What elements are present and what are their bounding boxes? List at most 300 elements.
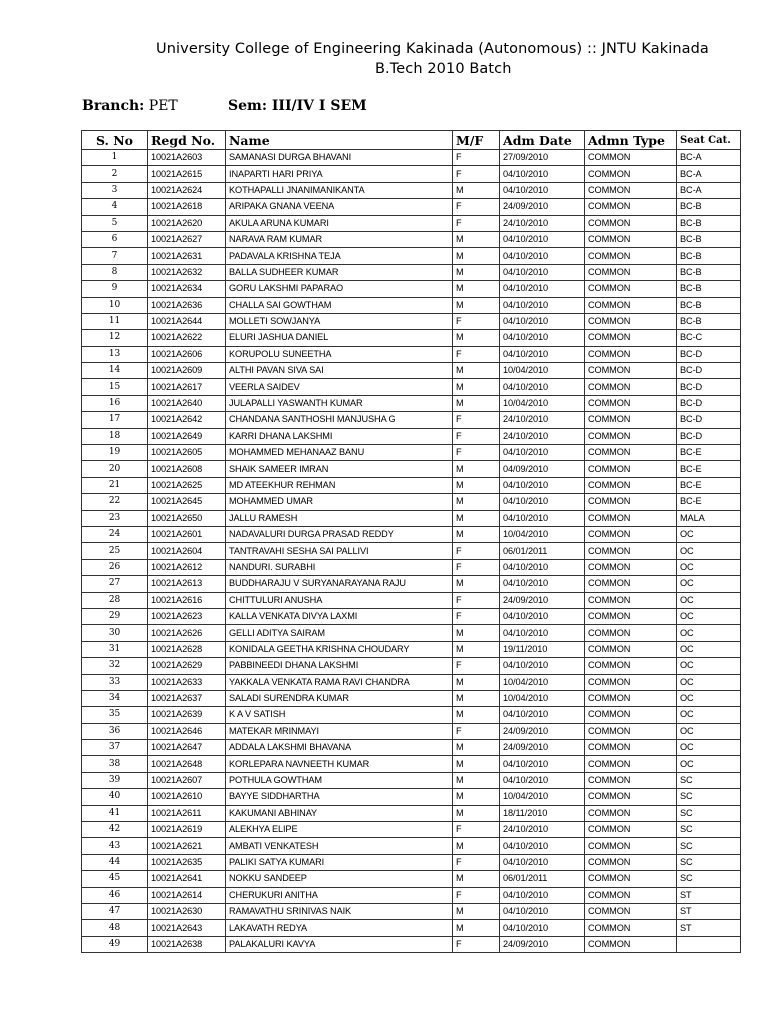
regd-no-cell: 10021A2612 [148, 559, 226, 575]
seat-category-cell: BC-B [677, 281, 741, 297]
sno-cell: 7 [82, 248, 148, 264]
sno-cell: 18 [82, 428, 148, 444]
seat-category-cell: BC-D [677, 395, 741, 411]
gender-cell: M [453, 231, 500, 247]
regd-no-cell: 10021A2610 [148, 789, 226, 805]
regd-no-cell: 10021A2620 [148, 215, 226, 231]
sno-cell: 43 [82, 838, 148, 854]
sno-cell: 6 [82, 231, 148, 247]
sno-cell: 32 [82, 658, 148, 674]
admn-type-cell: COMMON [585, 789, 677, 805]
regd-no-cell: 10021A2639 [148, 707, 226, 723]
regd-no-cell: 10021A2622 [148, 330, 226, 346]
gender-cell: F [453, 854, 500, 870]
table-row [82, 903, 741, 919]
table-row [82, 772, 741, 788]
semester-label: Sem: III/IV I SEM [228, 98, 367, 114]
name-cell: SAMANASI DURGA BHAVANI [226, 150, 453, 166]
adm-date-cell: 10/04/2010 [500, 789, 585, 805]
table-row [82, 707, 741, 723]
sno-cell: 28 [82, 592, 148, 608]
sno-cell: 49 [82, 936, 148, 952]
admn-type-cell: COMMON [585, 166, 677, 182]
seat-category-cell: SC [677, 871, 741, 887]
gender-cell: M [453, 363, 500, 379]
adm-date-cell: 27/09/2010 [500, 150, 585, 166]
seat-category-cell: BC-B [677, 199, 741, 215]
admn-type-cell: COMMON [585, 248, 677, 264]
admn-type-cell: COMMON [585, 182, 677, 198]
adm-date-cell: 04/10/2010 [500, 887, 585, 903]
regd-no-cell: 10021A2624 [148, 182, 226, 198]
adm-date-cell: 04/10/2010 [500, 903, 585, 919]
seat-category-cell: ST [677, 920, 741, 936]
adm-date-cell: 04/10/2010 [500, 756, 585, 772]
gender-cell: M [453, 903, 500, 919]
college-title: University College of Engineering Kakinada (Autonomous) :: JNTU Kakinada [156, 41, 709, 57]
table-row [82, 231, 741, 247]
name-cell: POTHULA GOWTHAM [226, 772, 453, 788]
name-cell: TANTRAVAHI SESHA SAI PALLIVI [226, 543, 453, 559]
table-row [82, 297, 741, 313]
name-cell: PALIKI SATYA KUMARI [226, 854, 453, 870]
gender-cell: F [453, 592, 500, 608]
sno-cell: 40 [82, 789, 148, 805]
table-row [82, 281, 741, 297]
regd-no-cell: 10021A2611 [148, 805, 226, 821]
name-cell: ALTHI PAVAN SIVA SAI [226, 363, 453, 379]
sno-cell: 4 [82, 199, 148, 215]
admn-type-cell: COMMON [585, 445, 677, 461]
sno-cell: 9 [82, 281, 148, 297]
table-row [82, 658, 741, 674]
seat-category-cell: BC-B [677, 248, 741, 264]
table-row [82, 641, 741, 657]
regd-no-cell: 10021A2626 [148, 625, 226, 641]
sno-cell: 26 [82, 559, 148, 575]
adm-date-cell: 04/10/2010 [500, 297, 585, 313]
gender-cell: M [453, 576, 500, 592]
regd-no-cell: 10021A2607 [148, 772, 226, 788]
adm-date-cell: 04/10/2010 [500, 182, 585, 198]
seat-category-cell: SC [677, 822, 741, 838]
gender-cell: F [453, 166, 500, 182]
sno-cell: 30 [82, 625, 148, 641]
regd-no-cell: 10021A2643 [148, 920, 226, 936]
seat-category-cell: BC-D [677, 346, 741, 362]
adm-date-cell: 24/09/2010 [500, 199, 585, 215]
admn-type-cell: COMMON [585, 461, 677, 477]
regd-no-cell: 10021A2641 [148, 871, 226, 887]
admn-type-cell: COMMON [585, 805, 677, 821]
sno-cell: 37 [82, 740, 148, 756]
sno-cell: 35 [82, 707, 148, 723]
name-cell: YAKKALA VENKATA RAMA RAVI CHANDRA [226, 674, 453, 690]
regd-no-cell: 10021A2604 [148, 543, 226, 559]
semester-info [228, 98, 367, 114]
admn-type-cell: COMMON [585, 576, 677, 592]
regd-no-cell: 10021A2623 [148, 608, 226, 624]
sno-cell: 24 [82, 526, 148, 542]
admn-type-cell: COMMON [585, 543, 677, 559]
adm-date-cell: 04/10/2010 [500, 330, 585, 346]
regd-no-cell: 10021A2649 [148, 428, 226, 444]
name-cell: MOLLETI SOWJANYA [226, 313, 453, 329]
admn-type-cell: COMMON [585, 723, 677, 739]
name-cell: SHAIK SAMEER IMRAN [226, 461, 453, 477]
gender-cell: M [453, 494, 500, 510]
table-row [82, 887, 741, 903]
regd-no-cell: 10021A2629 [148, 658, 226, 674]
table-row [82, 625, 741, 641]
sno-cell: 33 [82, 674, 148, 690]
name-cell: GELLI ADITYA SAIRAM [226, 625, 453, 641]
admn-type-cell: COMMON [585, 887, 677, 903]
branch-value: PET [148, 98, 178, 114]
seat-category-cell: MALA [677, 510, 741, 526]
table-row [82, 264, 741, 280]
name-cell: ADDALA LAKSHMI BHAVANA [226, 740, 453, 756]
adm-date-cell: 24/10/2010 [500, 215, 585, 231]
table-row [82, 543, 741, 559]
adm-date-cell: 04/10/2010 [500, 166, 585, 182]
seat-category-cell: BC-D [677, 428, 741, 444]
admn-type-cell: COMMON [585, 264, 677, 280]
admn-type-cell: COMMON [585, 510, 677, 526]
table-row [82, 690, 741, 706]
regd-no-cell: 10021A2617 [148, 379, 226, 395]
adm-date-cell: 04/10/2010 [500, 494, 585, 510]
gender-cell: F [453, 428, 500, 444]
seat-category-cell: BC-B [677, 297, 741, 313]
sno-cell: 42 [82, 822, 148, 838]
seat-category-cell: ST [677, 903, 741, 919]
table-row [82, 395, 741, 411]
seat-category-cell: OC [677, 592, 741, 608]
sno-cell: 17 [82, 412, 148, 428]
admn-type-cell: COMMON [585, 756, 677, 772]
sno-cell: 23 [82, 510, 148, 526]
sno-cell: 31 [82, 641, 148, 657]
admn-type-cell: COMMON [585, 871, 677, 887]
regd-no-cell: 10021A2609 [148, 363, 226, 379]
table-row [82, 789, 741, 805]
name-cell: NANDURI. SURABHI [226, 559, 453, 575]
sno-cell: 10 [82, 297, 148, 313]
seat-category-cell: SC [677, 838, 741, 854]
admn-type-cell: COMMON [585, 150, 677, 166]
table-row [82, 854, 741, 870]
adm-date-cell: 04/10/2010 [500, 231, 585, 247]
regd-no-cell: 10021A2627 [148, 231, 226, 247]
gender-cell: M [453, 477, 500, 493]
name-cell: JULAPALLI YASWANTH KUMAR [226, 395, 453, 411]
admn-type-cell: COMMON [585, 281, 677, 297]
gender-cell: F [453, 723, 500, 739]
adm-date-cell: 10/04/2010 [500, 526, 585, 542]
regd-no-cell: 10021A2625 [148, 477, 226, 493]
table-row [82, 330, 741, 346]
regd-no-cell: 10021A2605 [148, 445, 226, 461]
table-row [82, 526, 741, 542]
sno-cell: 41 [82, 805, 148, 821]
table-row [82, 379, 741, 395]
regd-no-cell: 10021A2633 [148, 674, 226, 690]
adm-date-cell: 04/10/2010 [500, 346, 585, 362]
adm-date-cell: 04/10/2010 [500, 625, 585, 641]
name-cell: MD ATEEKHUR REHMAN [226, 477, 453, 493]
adm-date-cell: 19/11/2010 [500, 641, 585, 657]
admn-type-cell: COMMON [585, 608, 677, 624]
sno-cell: 45 [82, 871, 148, 887]
regd-no-cell: 10021A2615 [148, 166, 226, 182]
name-cell: KAKUMANI ABHINAY [226, 805, 453, 821]
gender-cell: F [453, 559, 500, 575]
adm-date-cell: 04/10/2010 [500, 707, 585, 723]
sno-cell: 2 [82, 166, 148, 182]
name-cell: PABBINEEDI DHANA LAKSHMI [226, 658, 453, 674]
adm-date-cell: 04/10/2010 [500, 838, 585, 854]
admn-type-cell: COMMON [585, 707, 677, 723]
admn-type-cell: COMMON [585, 838, 677, 854]
regd-no-cell: 10021A2640 [148, 395, 226, 411]
name-cell: CHERUKURI ANITHA [226, 887, 453, 903]
adm-date-cell: 04/10/2010 [500, 658, 585, 674]
admn-type-cell: COMMON [585, 379, 677, 395]
regd-no-cell: 10021A2630 [148, 903, 226, 919]
regd-no-cell: 10021A2603 [148, 150, 226, 166]
seat-category-cell: BC-D [677, 412, 741, 428]
regd-no-cell: 10021A2621 [148, 838, 226, 854]
gender-cell: M [453, 805, 500, 821]
name-cell: KARRI DHANA LAKSHMI [226, 428, 453, 444]
regd-no-cell: 10021A2631 [148, 248, 226, 264]
header-name: Name [226, 131, 453, 150]
table-row [82, 822, 741, 838]
table-row [82, 592, 741, 608]
name-cell: CHANDANA SANTHOSHI MANJUSHA G [226, 412, 453, 428]
gender-cell: F [453, 887, 500, 903]
gender-cell: M [453, 297, 500, 313]
name-cell: KALLA VENKATA DIVYA LAXMI [226, 608, 453, 624]
gender-cell: M [453, 641, 500, 657]
table-row [82, 559, 741, 575]
admn-type-cell: COMMON [585, 346, 677, 362]
regd-no-cell: 10021A2634 [148, 281, 226, 297]
seat-category-cell: OC [677, 625, 741, 641]
adm-date-cell: 18/11/2010 [500, 805, 585, 821]
name-cell: SALADI SURENDRA KUMAR [226, 690, 453, 706]
sno-cell: 29 [82, 608, 148, 624]
table-row [82, 428, 741, 444]
regd-no-cell: 10021A2632 [148, 264, 226, 280]
seat-category-cell: BC-E [677, 461, 741, 477]
seat-category-cell: OC [677, 641, 741, 657]
sno-cell: 16 [82, 395, 148, 411]
name-cell: JALLU RAMESH [226, 510, 453, 526]
adm-date-cell: 24/10/2010 [500, 822, 585, 838]
adm-date-cell: 04/10/2010 [500, 445, 585, 461]
adm-date-cell: 06/01/2011 [500, 543, 585, 559]
adm-date-cell: 04/10/2010 [500, 608, 585, 624]
admn-type-cell: COMMON [585, 559, 677, 575]
adm-date-cell: 24/10/2010 [500, 412, 585, 428]
name-cell: NARAVA RAM KUMAR [226, 231, 453, 247]
gender-cell: F [453, 313, 500, 329]
adm-date-cell: 04/10/2010 [500, 559, 585, 575]
table-row [82, 182, 741, 198]
sno-cell: 47 [82, 903, 148, 919]
admn-type-cell: COMMON [585, 412, 677, 428]
seat-category-cell: BC-B [677, 215, 741, 231]
sno-cell: 46 [82, 887, 148, 903]
sno-cell: 12 [82, 330, 148, 346]
header-admn-type: Admn Type [585, 131, 677, 150]
sno-cell: 14 [82, 363, 148, 379]
adm-date-cell: 24/10/2010 [500, 428, 585, 444]
name-cell: ARIPAKA GNANA VEENA [226, 199, 453, 215]
sno-cell: 36 [82, 723, 148, 739]
regd-no-cell: 10021A2635 [148, 854, 226, 870]
regd-no-cell: 10021A2614 [148, 887, 226, 903]
name-cell: BALLA SUDHEER KUMAR [226, 264, 453, 280]
name-cell: AMBATI VENKATESH [226, 838, 453, 854]
admn-type-cell: COMMON [585, 641, 677, 657]
table-row [82, 412, 741, 428]
gender-cell: M [453, 920, 500, 936]
seat-category-cell: BC-A [677, 182, 741, 198]
table-row [82, 510, 741, 526]
gender-cell: F [453, 215, 500, 231]
admn-type-cell: COMMON [585, 494, 677, 510]
branch-label: Branch: [82, 98, 145, 114]
admn-type-cell: COMMON [585, 625, 677, 641]
seat-category-cell: BC-D [677, 379, 741, 395]
regd-no-cell: 10021A2638 [148, 936, 226, 952]
table-row [82, 871, 741, 887]
table-row [82, 805, 741, 821]
table-row [82, 445, 741, 461]
gender-cell: M [453, 789, 500, 805]
name-cell: KONIDALA GEETHA KRISHNA CHOUDARY [226, 641, 453, 657]
adm-date-cell: 04/09/2010 [500, 461, 585, 477]
gender-cell: M [453, 871, 500, 887]
adm-date-cell: 10/04/2010 [500, 674, 585, 690]
gender-cell: M [453, 395, 500, 411]
adm-date-cell: 04/10/2010 [500, 920, 585, 936]
sno-cell: 1 [82, 150, 148, 166]
adm-date-cell: 24/09/2010 [500, 740, 585, 756]
gender-cell: F [453, 822, 500, 838]
table-row [82, 346, 741, 362]
student-table [81, 130, 741, 953]
name-cell: NOKKU SANDEEP [226, 871, 453, 887]
table-row [82, 248, 741, 264]
table-row [82, 723, 741, 739]
adm-date-cell: 04/10/2010 [500, 477, 585, 493]
name-cell: K A V SATISH [226, 707, 453, 723]
header-regd-no: Regd No. [148, 131, 226, 150]
regd-no-cell: 10021A2644 [148, 313, 226, 329]
name-cell: INAPARTI HARI PRIYA [226, 166, 453, 182]
name-cell: AKULA ARUNA KUMARI [226, 215, 453, 231]
seat-category-cell: OC [677, 559, 741, 575]
admn-type-cell: COMMON [585, 854, 677, 870]
adm-date-cell: 04/10/2010 [500, 313, 585, 329]
name-cell: ELURI JASHUA DANIEL [226, 330, 453, 346]
gender-cell: M [453, 838, 500, 854]
table-row [82, 756, 741, 772]
gender-cell: M [453, 625, 500, 641]
admn-type-cell: COMMON [585, 674, 677, 690]
gender-cell: F [453, 658, 500, 674]
seat-category-cell: BC-E [677, 445, 741, 461]
admn-type-cell: COMMON [585, 395, 677, 411]
sno-cell: 39 [82, 772, 148, 788]
admn-type-cell: COMMON [585, 199, 677, 215]
seat-category-cell: OC [677, 674, 741, 690]
name-cell: BAYYE SIDDHARTHA [226, 789, 453, 805]
seat-category-cell: ST [677, 887, 741, 903]
name-cell: PALAKALURI KAVYA [226, 936, 453, 952]
gender-cell: F [453, 543, 500, 559]
seat-category-cell: OC [677, 608, 741, 624]
seat-category-cell [677, 936, 741, 952]
sno-cell: 13 [82, 346, 148, 362]
gender-cell: M [453, 379, 500, 395]
gender-cell: M [453, 281, 500, 297]
gender-cell: F [453, 199, 500, 215]
regd-no-cell: 10021A2619 [148, 822, 226, 838]
name-cell: ALEKHYA ELIPE [226, 822, 453, 838]
admn-type-cell: COMMON [585, 297, 677, 313]
regd-no-cell: 10021A2637 [148, 690, 226, 706]
admn-type-cell: COMMON [585, 313, 677, 329]
adm-date-cell: 04/10/2010 [500, 379, 585, 395]
header-adm-date: Adm Date [500, 131, 585, 150]
regd-no-cell: 10021A2616 [148, 592, 226, 608]
name-cell: MOHAMMED MEHANAAZ BANU [226, 445, 453, 461]
seat-category-cell: OC [677, 740, 741, 756]
seat-category-cell: SC [677, 854, 741, 870]
table-row [82, 838, 741, 854]
adm-date-cell: 10/04/2010 [500, 690, 585, 706]
admn-type-cell: COMMON [585, 903, 677, 919]
gender-cell: M [453, 461, 500, 477]
regd-no-cell: 10021A2646 [148, 723, 226, 739]
adm-date-cell: 06/01/2011 [500, 871, 585, 887]
name-cell: BUDDHARAJU V SURYANARAYANA RAJU [226, 576, 453, 592]
table-row [82, 461, 741, 477]
header-gender: M/F [453, 131, 500, 150]
seat-category-cell: BC-D [677, 363, 741, 379]
adm-date-cell: 10/04/2010 [500, 363, 585, 379]
adm-date-cell: 24/09/2010 [500, 936, 585, 952]
name-cell: CHITTULURI ANUSHA [226, 592, 453, 608]
sno-cell: 38 [82, 756, 148, 772]
seat-category-cell: BC-A [677, 150, 741, 166]
seat-category-cell: OC [677, 526, 741, 542]
admn-type-cell: COMMON [585, 822, 677, 838]
gender-cell: M [453, 248, 500, 264]
table-row [82, 363, 741, 379]
table-header-row [82, 131, 741, 150]
gender-cell: M [453, 707, 500, 723]
branch-info [82, 98, 178, 114]
sno-cell: 20 [82, 461, 148, 477]
name-cell: KORUPOLU SUNEETHA [226, 346, 453, 362]
name-cell: RAMAVATHU SRINIVAS NAIK [226, 903, 453, 919]
